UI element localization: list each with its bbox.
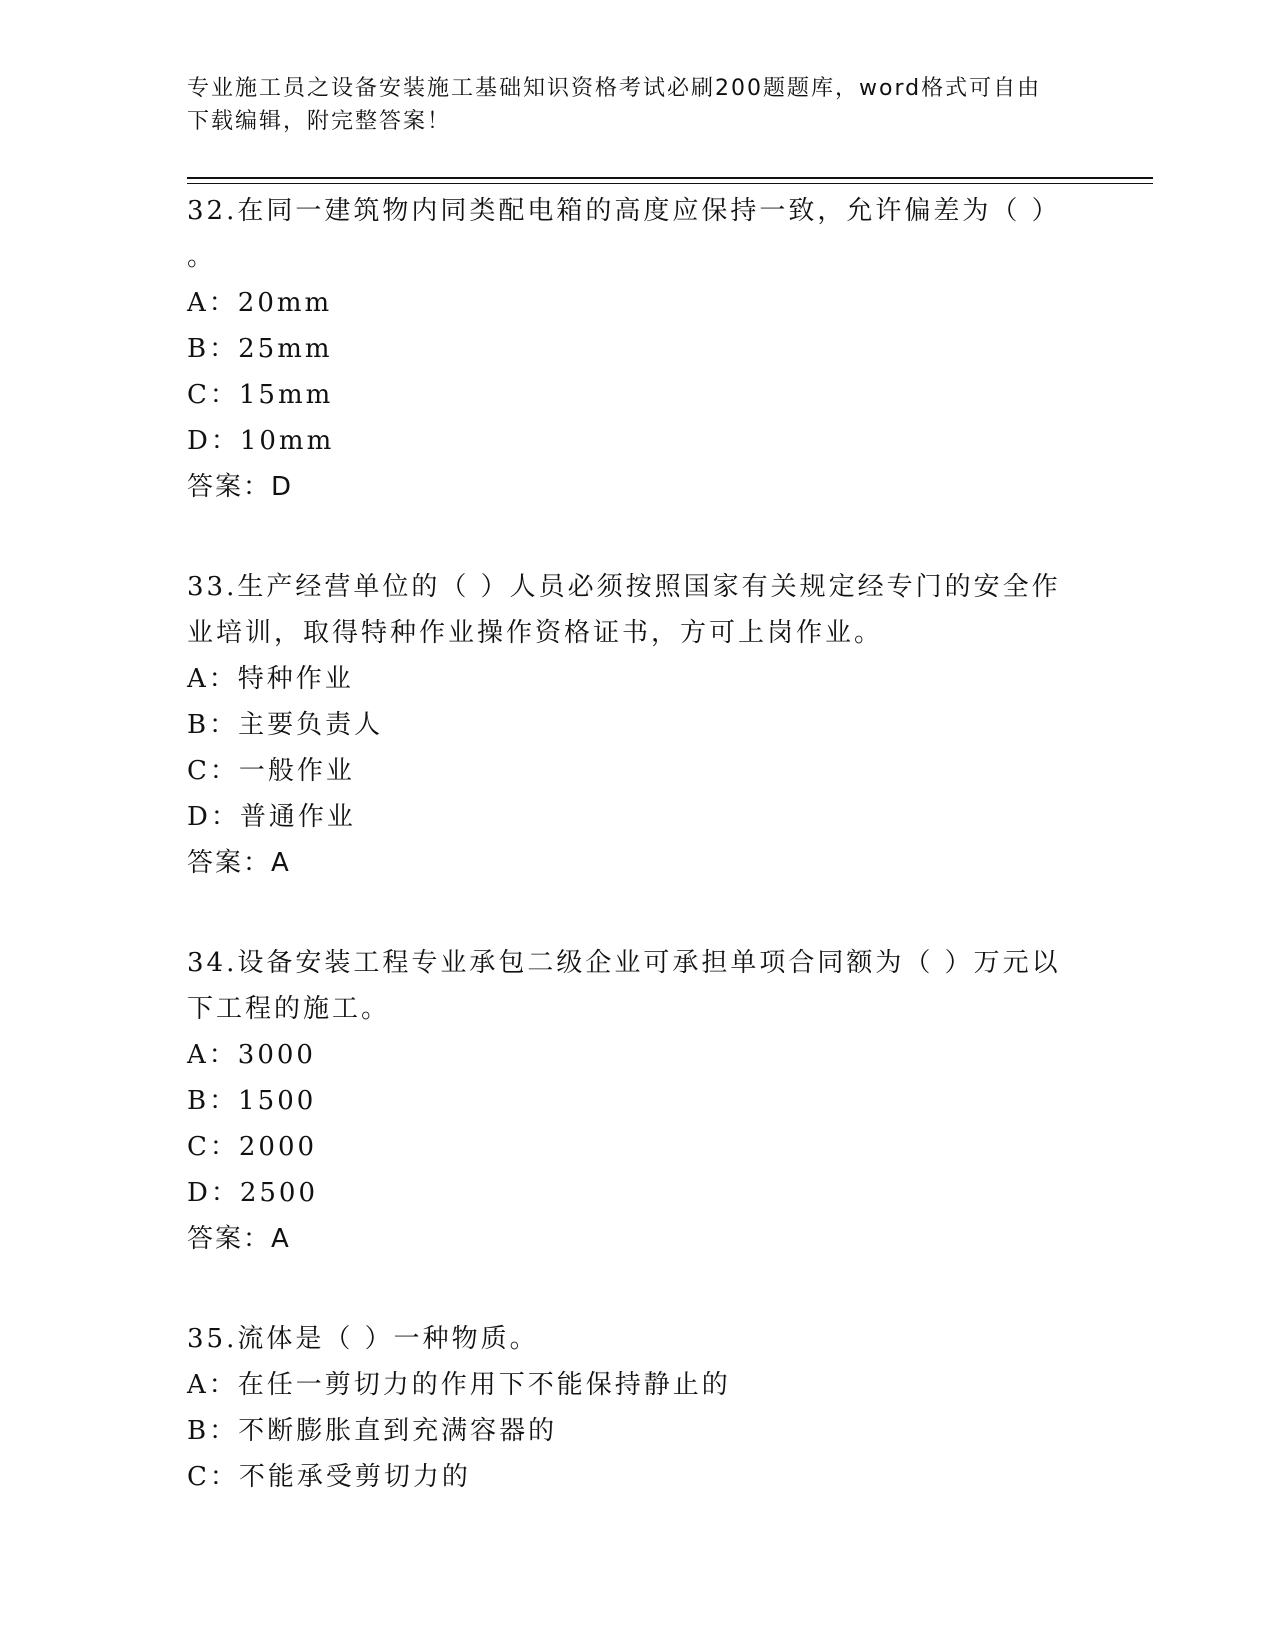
option-c: C：2000 [187, 1132, 318, 1162]
option-a: A：20mm [187, 288, 333, 318]
option-b: B：不断膨胀直到充满容器的 [187, 1416, 558, 1446]
answer: 答案：A [187, 848, 291, 878]
question-text-line-2: 下工程的施工。 [187, 994, 391, 1024]
header-divider-thick [187, 177, 1153, 179]
option-a: A：在任一剪切力的作用下不能保持静止的 [187, 1370, 731, 1400]
option-c: C：不能承受剪切力的 [187, 1462, 471, 1492]
question-text-line-2: 。 [187, 242, 217, 272]
option-b: B：主要负责人 [187, 710, 384, 740]
option-c: C：一般作业 [187, 756, 355, 786]
question-35 [187, 1316, 1067, 1500]
question-text-line-1: 34.设备安装工程专业承包二级企业可承担单项合同额为（ ）万元以 [187, 948, 1061, 978]
question-text-line-1: 32.在同一建筑物内同类配电箱的高度应保持一致，允许偏差为（ ） [187, 196, 1061, 226]
question-text-line-1: 33.生产经营单位的（ ）人员必须按照国家有关规定经专门的安全作 [187, 572, 1061, 602]
option-d: D：普通作业 [187, 802, 356, 832]
header-line-1: 专业施工员之设备安装施工基础知识资格考试必刷200题题库，word格式可自由 [187, 76, 1042, 101]
answer: 答案：A [187, 1224, 291, 1254]
option-d: D：2500 [187, 1178, 319, 1208]
option-a: A：3000 [187, 1040, 316, 1070]
question-text-line-2: 业培训，取得特种作业操作资格证书，方可上岗作业。 [187, 618, 884, 648]
header-line-2: 下载编辑，附完整答案！ [187, 109, 452, 134]
question-list [187, 188, 1067, 1554]
header-divider-thin [187, 183, 1153, 184]
option-b: B：1500 [187, 1086, 317, 1116]
document-header [187, 72, 1067, 138]
option-b: B：25mm [187, 334, 333, 364]
option-d: D：10mm [187, 426, 335, 456]
answer: 答案：D [187, 472, 294, 502]
question-text-line-1: 35.流体是（ ）一种物质。 [187, 1324, 539, 1354]
question-34 [187, 940, 1067, 1262]
question-33 [187, 564, 1067, 886]
question-32 [187, 188, 1067, 510]
option-c: C：15mm [187, 380, 334, 410]
option-a: A：特种作业 [187, 664, 354, 694]
